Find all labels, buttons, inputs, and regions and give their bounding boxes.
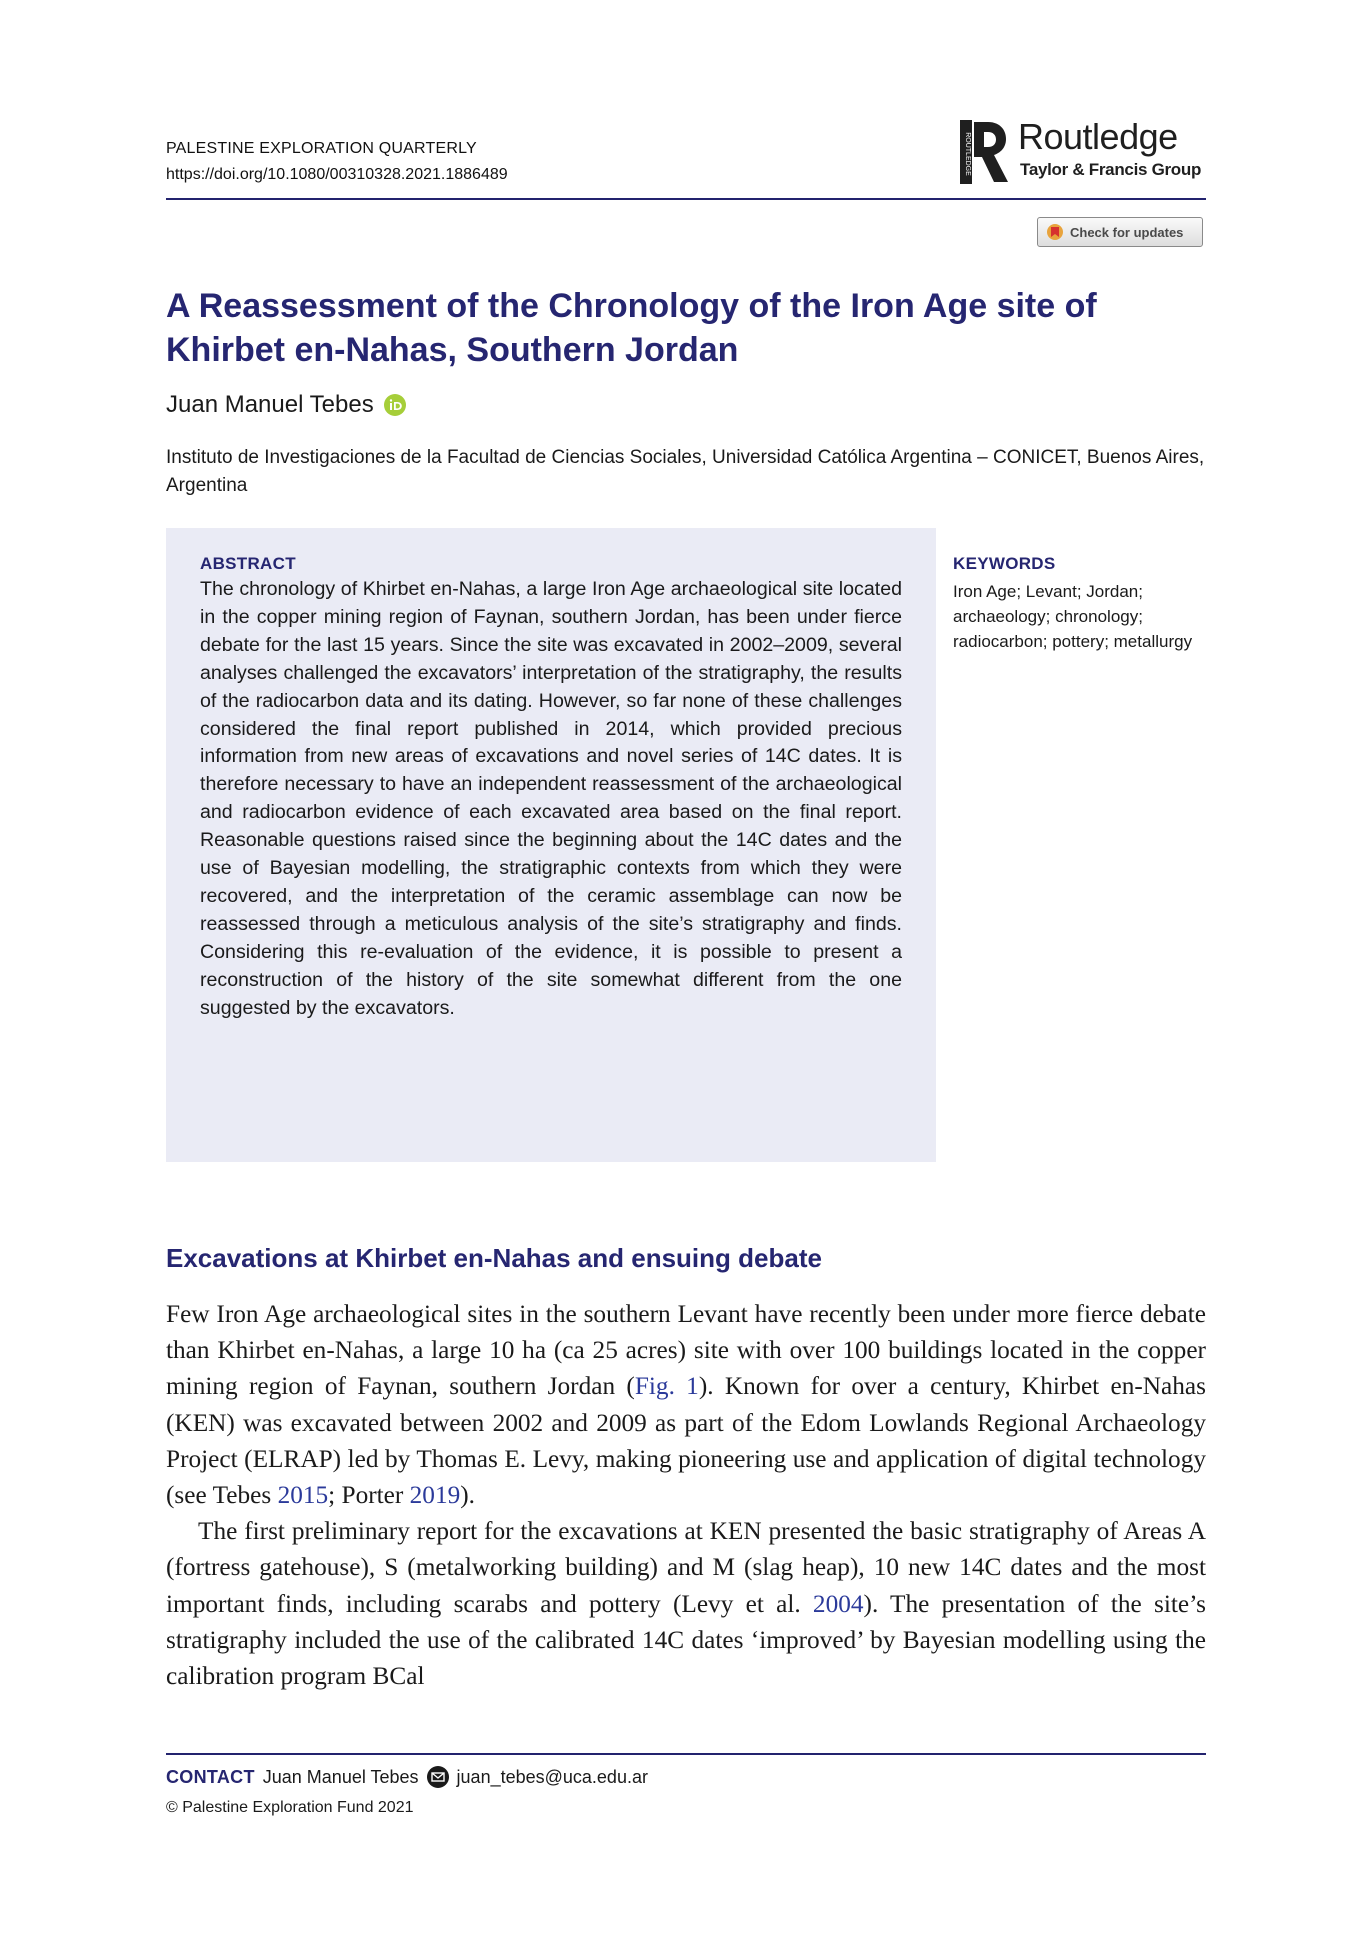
publisher-group: Taylor & Francis Group (1020, 160, 1202, 179)
orcid-icon[interactable] (384, 394, 406, 416)
contact-line (166, 1766, 648, 1788)
author-line (166, 391, 406, 419)
affiliation: Instituto de Investigaciones de la Facultad de Ciencias Sociales, Universidad Católica Argentina – CONICET, Buenos Aires, Argentina (166, 447, 1205, 496)
check-updates-icon (1046, 223, 1064, 241)
journal-name: PALESTINE EXPLORATION QUARTERLY (166, 140, 477, 157)
routledge-logo-icon (960, 118, 1008, 186)
doi-link[interactable]: https://doi.org/10.1080/00310328.2021.1886489 (166, 166, 508, 183)
article-title (166, 284, 1226, 372)
figure-link[interactable]: Fig. 1 (634, 1372, 699, 1401)
reference-link-2019[interactable]: 2019 (409, 1481, 461, 1510)
section-heading: Excavations at Khirbet en-Nahas and ensuing debate (166, 1243, 822, 1273)
reference-link-2015[interactable]: 2015 (277, 1481, 329, 1510)
p2-text-a: The first preliminary report for the excavations at KEN presented the basic stratigraphy of Areas A (fortress gatehouse), S (metalworking building) and M (slag heap), 10 new 14C dates and the most important finds, including scarabs and pottery (Levy et al. (166, 1517, 1206, 1618)
contact-email[interactable]: juan_tebes@uca.edu.ar (456, 1766, 648, 1787)
keywords-text: Iron Age; Levant; Jordan; archaeology; chronology; radiocarbon; pottery; metallurgy (953, 582, 1193, 651)
check-updates-label: Check for updates (1070, 224, 1184, 240)
abstract-heading: ABSTRACT (200, 554, 296, 573)
keywords-heading: KEYWORDS (953, 554, 1056, 573)
paragraph-2 (166, 1513, 1206, 1694)
p1-text-a: Few Iron Age archaeological sites in the southern Levant have recently been under more fierce debate than Khirbet en-Nahas, a large 10 ha (ca 25 acres) site with over 100 buildings located in the copper mining region of Faynan, southern Jordan ( (166, 1300, 1206, 1401)
title-line-2: Khirbet en-Nahas, Southern Jordan (166, 331, 739, 369)
abstract-text: The chronology of Khirbet en-Nahas, a large Iron Age archaeological site located in the copper mining region of Faynan, southern Jordan, has been under fierce debate for the last 15 years. Since the site was excavated in 2002–2009, several analyses challenged the excavators’ interpretation of the stratigraphy, the results of the radiocarbon data and its dating. However, so far none of these challenges considered the final report published in 2014, which provided precious information from new areas of excavations and novel series of 14C dates. It is therefore necessary to have an independent reassessment of the archaeological and radiocarbon evidence of each excavated area based on the final report. Reasonable questions raised since the beginning about the 14C dates and the use of Bayesian modelling, the stratigraphic contexts from which they were recovered, and the interpretation of the ceramic assemblage can now be reassessed through a meticulous analysis of the site’s stratigraphy and finds. Considering this re-evaluation of the evidence, it is possible to present a reconstruction of the history of the site somewhat different from the one suggested by the excavators. (200, 578, 902, 1019)
author-name[interactable]: Juan Manuel Tebes (166, 391, 374, 418)
reference-link-2004[interactable]: 2004 (812, 1589, 864, 1618)
header-rule (166, 198, 1206, 200)
paragraph-1 (166, 1296, 1206, 1513)
publisher-vertical-text: ROUTLEDGE (964, 132, 971, 176)
body-text (166, 1296, 1206, 1694)
email-icon (427, 1766, 449, 1788)
p2-text-b: ). The presentation of the site’s stratigraphy included the use of the calibrated 14C dates ‘improved’ by Bayesian modelling using the calibration program BCal (166, 1589, 1206, 1691)
p1-text-d: ). (460, 1481, 475, 1510)
abstract-box (166, 528, 936, 1162)
copyright: © Palestine Exploration Fund 2021 (166, 1799, 414, 1816)
footer-rule (166, 1753, 1206, 1755)
p1-text-b: ). Known for over a century, Khirbet en-Nahas (KEN) was excavated between 2002 and 2009 as part of the Edom Lowlands Regional Archaeology Project (ELRAP) led by Thomas E. Levy, making pioneering use and application of digital technology (see Tebes (166, 1372, 1206, 1510)
publisher-name: Routledge (1018, 116, 1178, 157)
publisher-logo[interactable] (960, 114, 1210, 190)
p1-text-c: ; Porter (328, 1481, 410, 1510)
check-updates-button[interactable] (1037, 217, 1203, 247)
contact-label: CONTACT (166, 1766, 255, 1787)
title-line-1: A Reassessment of the Chronology of the Iron Age site of (166, 287, 1097, 325)
contact-name: Juan Manuel Tebes (262, 1766, 419, 1787)
